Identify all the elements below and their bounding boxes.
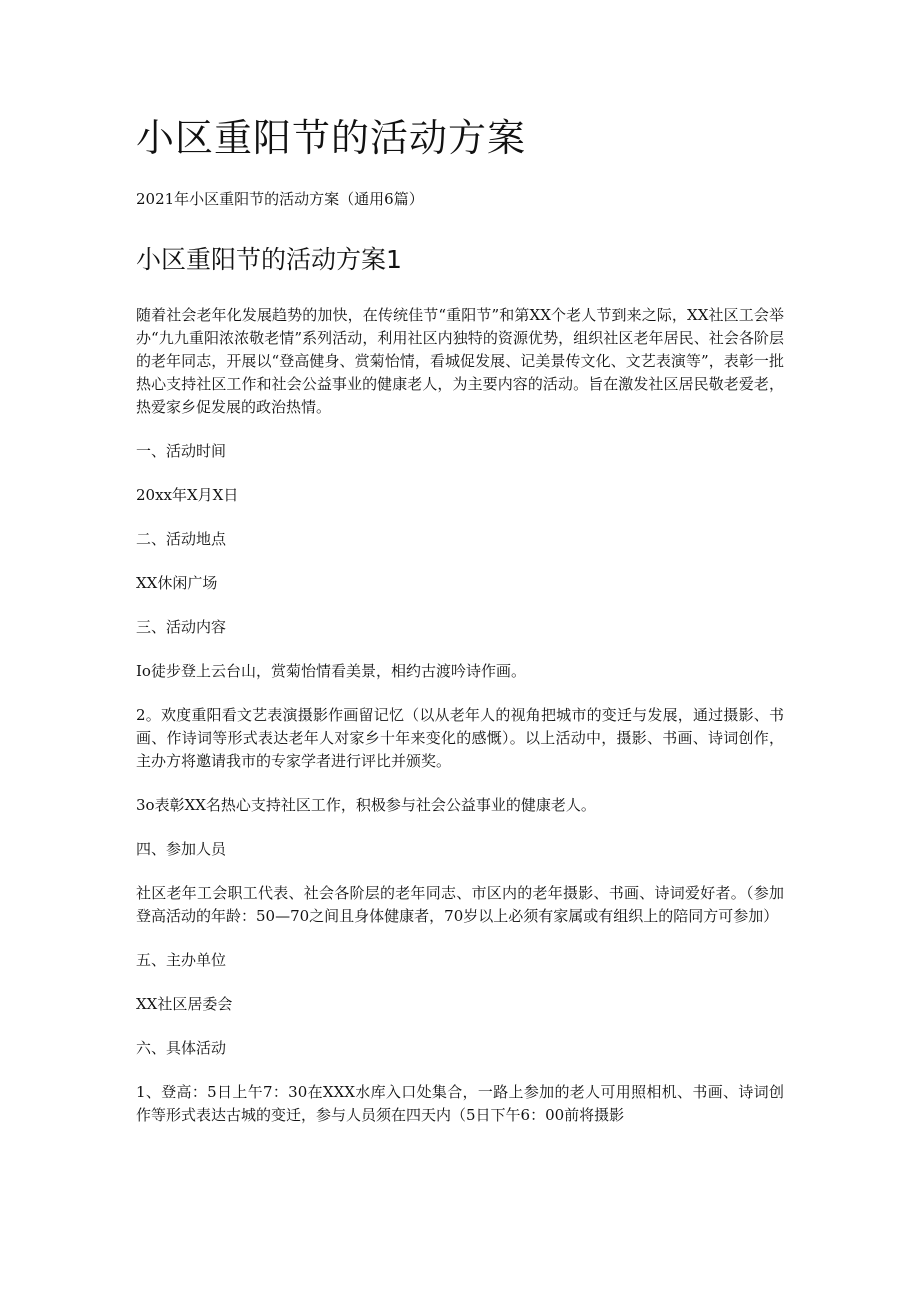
document-body xyxy=(136,108,784,1148)
section-heading: 小区重阳节的活动方案1 xyxy=(136,245,402,274)
heading-activity-location: 二、活动地点 xyxy=(136,530,227,548)
heading-activity-time: 一、活动时间 xyxy=(136,442,227,460)
heading-specific-activities: 六、具体活动 xyxy=(136,1039,227,1057)
heading-organizer: 五、主办单位 xyxy=(136,951,227,969)
heading-activity-content: 三、活动内容 xyxy=(136,618,227,636)
document-subtitle: 2021年小区重阳节的活动方案（通用6篇） xyxy=(136,190,424,208)
specific-activity-1: 1、登高：5日上午7：30在XXX水库入口处集合，一路上参加的老人可用照相机、书画、诗词创作等形式表达古城的变迁，参与人员须在四天内（5日下午6：00前将摄影 xyxy=(136,1083,784,1124)
content-item-3: 3o表彰XX名热心支持社区工作，积极参与社会公益事业的健康老人。 xyxy=(136,796,596,814)
activity-date: 20xx年X月X日 xyxy=(136,486,239,504)
organizer-name: XX社区居委会 xyxy=(136,995,233,1013)
content-item-1: Io徒步登上云台山，赏菊怡情看美景，相约古渡吟诗作画。 xyxy=(136,662,526,680)
content-item-2: 2。欢度重阳看文艺表演摄影作画留记忆（以从老年人的视角把城市的变迁与发展，通过摄影、书画、作诗词等形式表达老年人对家乡十年来变化的感慨）。以上活动中，摄影、书画、诗词创作，主办方将邀请我市的专家学者进行评比并颁奖。 xyxy=(136,706,784,770)
participants-description: 社区老年工会职工代表、社会各阶层的老年同志、市区内的老年摄影、书画、诗词爱好者。（参加登高活动的年龄：50—70之间且身体健康者，70岁以上必须有家属或有组织上的陪同方可参加） xyxy=(136,884,784,925)
intro-paragraph: 随着社会老年化发展趋势的加快，在传统佳节“重阳节”和第XX个老人节到来之际，XX社区工会举办“九九重阳浓浓敬老情”系列活动，利用社区内独特的资源优势，组织社区老年居民、社会各阶层的老年同志，开展以“登高健身、赏菊怡情，看城促发展、记美景传文化、文艺表演等”，表彰一批热心支持社区工作和社会公益事业的健康老人，为主要内容的活动。旨在激发社区居民敬老爱老，热爱家乡促发展的政治热情。 xyxy=(136,306,784,416)
document-title: 小区重阳节的活动方案 xyxy=(136,116,527,160)
heading-participants: 四、参加人员 xyxy=(136,840,227,858)
activity-location: XX休闲广场 xyxy=(136,574,218,592)
